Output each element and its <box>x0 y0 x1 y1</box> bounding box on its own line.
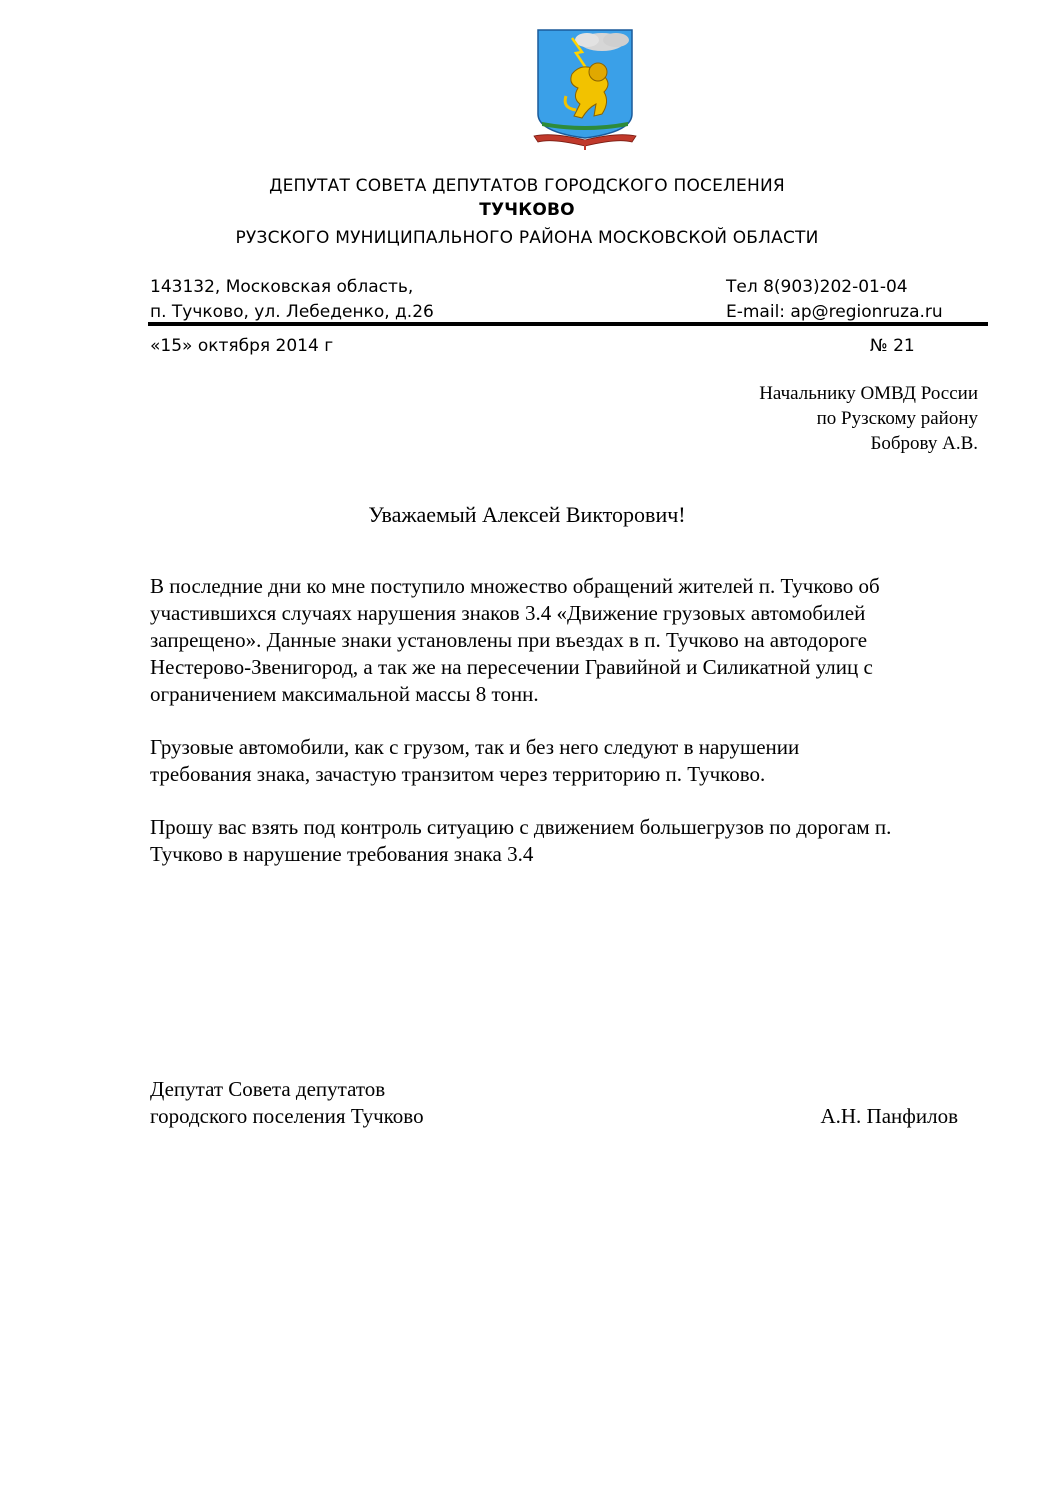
paragraph-line: В последние дни ко мне поступило множество обращений жителей п. Тучково об <box>150 574 880 598</box>
paragraph-line: запрещено». Данные знаки установлены при въездах в п. Тучково на автодороге <box>150 628 868 652</box>
header-separator <box>148 322 988 326</box>
paragraph-line: Прошу вас взять под контроль ситуацию с движением большегрузов по дорогам п. <box>150 815 892 839</box>
paragraph-line: Тучково в нарушение требования знака 3.4 <box>150 842 534 866</box>
recipient-line-1: Начальнику ОМВД России <box>759 383 978 404</box>
recipient-line-3: Боброву А.В. <box>870 433 978 454</box>
header-line-3: РУЗСКОГО МУНИЦИПАЛЬНОГО РАЙОНА МОСКОВСКОЙ ОБЛАСТИ <box>235 228 819 248</box>
contact-email: E-mail: ap@regionruza.ru <box>726 302 943 322</box>
header-line-1: ДЕПУТАТ СОВЕТА ДЕПУТАТОВ ГОРОДСКОГО ПОСЕЛЕНИЯ <box>269 176 785 196</box>
paragraph-1 <box>150 573 990 708</box>
paragraph-3 <box>150 814 990 868</box>
paragraph-2 <box>150 734 990 788</box>
header-town-name: ТУЧКОВО <box>479 200 575 220</box>
contact-phone: Тел 8(903)202-01-04 <box>726 277 908 297</box>
letter-number: № 21 <box>870 336 915 356</box>
letter-date: «15» октября 2014 г <box>150 336 334 356</box>
salutation: Уважаемый Алексей Викторович! <box>368 502 686 527</box>
coat-of-arms-lion-icon <box>532 28 638 152</box>
address-line-2: п. Тучково, ул. Лебеденко, д.26 <box>150 302 434 322</box>
coat-of-arms <box>532 28 638 152</box>
paragraph-line: требования знака, зачастую транзитом через территорию п. Тучково. <box>150 762 766 786</box>
paragraph-line: Грузовые автомобили, как с грузом, так и без него следуют в нарушении <box>150 735 800 759</box>
address-line-1: 143132, Московская область, <box>150 277 414 297</box>
recipient-line-2: по Рузскому району <box>816 408 978 429</box>
signature-title-line-1: Депутат Совета депутатов <box>150 1077 386 1101</box>
paragraph-line: участившихся случаях нарушения знаков 3.4 «Движение грузовых автомобилей <box>150 601 866 625</box>
paragraph-line: Нестерово-Звенигород, а так же на пересечении Гравийной и Силикатной улиц с <box>150 655 873 679</box>
signature-name: А.Н. Панфилов <box>820 1104 958 1128</box>
paragraph-line: ограничением максимальной массы 8 тонн. <box>150 682 539 706</box>
signature-title-line-2: городского поселения Тучково <box>150 1104 424 1128</box>
